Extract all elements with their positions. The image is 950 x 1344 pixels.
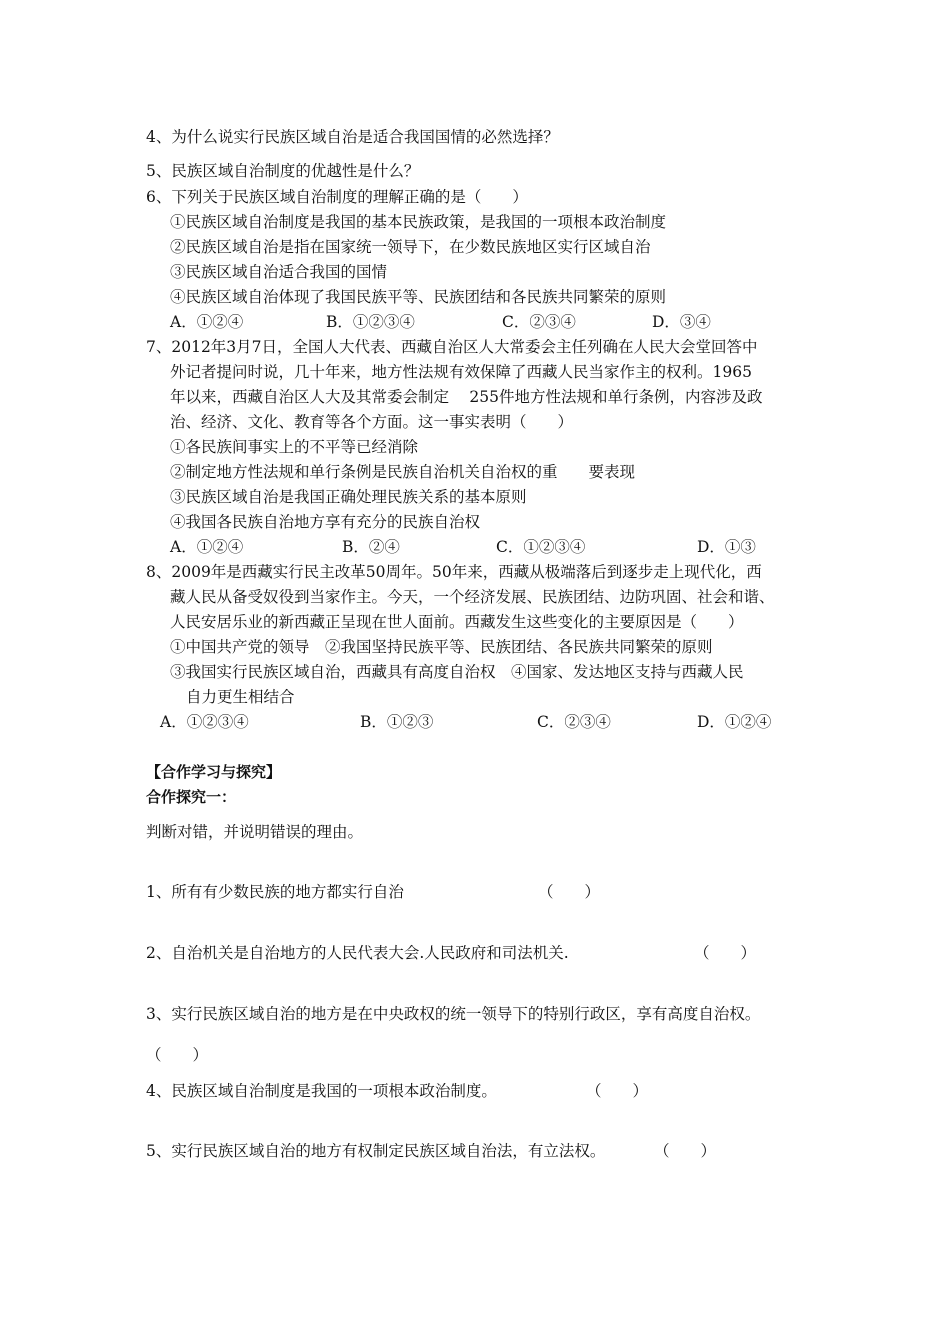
judgment-3-blank: （ ） [146,1046,209,1064]
question-8-choice-a: A．①②③④ [160,713,249,731]
question-7-stem-line-3: 年以来，西藏自治区人大及其常委会制定 255件地方性法规和单行条例，内容涉及政 [170,388,763,406]
question-7-choice-d: D．①③ [697,538,756,556]
section-instruction: 判断对错，并说明错误的理由。 [146,823,364,841]
question-8-stem-line-1: 8、2009年是西藏实行民主改革50周年。50年来，西藏从极端落后到逐步走上现代化，西 [146,563,762,581]
judgment-2-blank: （ ） [694,944,757,962]
question-7-choice-c: C．①②③④ [496,538,586,556]
judgment-1-text: 1、所有有少数民族的地方都实行自治 [146,883,404,901]
question-6-stem: 6、下列关于民族区域自治制度的理解正确的是（ ） [146,188,528,206]
question-8-option-1-2: ①中国共产党的领导 ②我国坚持民族平等、民族团结、各民族共同繁荣的原则 [170,638,713,656]
question-7-stem-line-4: 治、经济、文化、教育等各个方面。这一事实表明（ ） [170,413,574,431]
question-8-choice-c: C．②③④ [537,713,611,731]
judgment-5-blank: （ ） [654,1142,717,1160]
question-6-option-4: ④民族区域自治体现了我国民族平等、民族团结和各民族共同繁荣的原则 [170,288,667,306]
question-6-option-3: ③民族区域自治适合我国的国情 [170,263,388,281]
question-4: 4、为什么说实行民族区域自治是适合我国国情的必然选择？ [146,128,559,146]
question-7-stem-line-2: 外记者提问时说，几十年来，地方性法规有效保障了西藏人民当家作主的权利。1965 [170,363,752,381]
question-6-choice-c: C．②③④ [502,313,576,331]
section-heading: 【合作学习与探究】 [146,763,282,781]
question-6-option-2: ②民族区域自治是指在国家统一领导下，在少数民族地区实行区域自治 [170,238,651,256]
question-8-option-4-cont: 自力更生相结合 [186,688,295,706]
question-7-stem-line-1: 7、2012年3月7日，全国人大代表、西藏自治区人大常委会主任列确在人民大会堂回答中 [146,338,758,356]
judgment-4-text: 4、民族区域自治制度是我国的一项根本政治制度。 [146,1082,497,1100]
question-8-stem-line-3: 人民安居乐业的新西藏正呈现在世人面前。西藏发生这些变化的主要原因是（ ） [170,613,744,631]
question-8-choice-b: B．①②③ [360,713,434,731]
judgment-1-blank: （ ） [538,883,601,901]
question-7-option-2: ②制定地方性法规和单行条例是民族自治机关自治权的重 要表现 [170,463,636,481]
question-7-choice-a: A．①②④ [170,538,244,556]
question-5: 5、民族区域自治制度的优越性是什么？ [146,162,420,180]
judgment-5-text: 5、实行民族区域自治的地方有权制定民族区域自治法，有立法权。 [146,1142,606,1160]
section-subheading: 合作探究一： [146,788,237,806]
question-6-option-1: ①民族区域自治制度是我国的基本民族政策，是我国的一项根本政治制度 [170,213,667,231]
question-8-option-3-4: ③我国实行民族区域自治，西藏具有高度自治权 ④国家、发达地区支持与西藏人民 [170,663,744,681]
judgment-2-text: 2、自治机关是自治地方的人民代表大会.人民政府和司法机关. [146,944,569,962]
question-7-option-1: ①各民族间事实上的不平等已经消除 [170,438,419,456]
question-6-choice-b: B．①②③④ [326,313,415,331]
question-8-stem-line-2: 藏人民从备受奴役到当家作主。今天，一个经济发展、民族团结、边防巩固、社会和谐、 [170,588,775,606]
question-6-choice-d: D．③④ [652,313,711,331]
judgment-4-blank: （ ） [586,1082,649,1100]
question-7-option-4: ④我国各民族自治地方享有充分的民族自治权 [170,513,481,531]
question-6-choice-a: A．①②④ [170,313,244,331]
question-8-choice-d: D．①②④ [697,713,772,731]
question-7-choice-b: B．②④ [342,538,400,556]
question-7-option-3: ③民族区域自治是我国正确处理民族关系的基本原则 [170,488,527,506]
judgment-3-text: 3、实行民族区域自治的地方是在中央政权的统一领导下的特别行政区，享有高度自治权。 [146,1005,761,1023]
